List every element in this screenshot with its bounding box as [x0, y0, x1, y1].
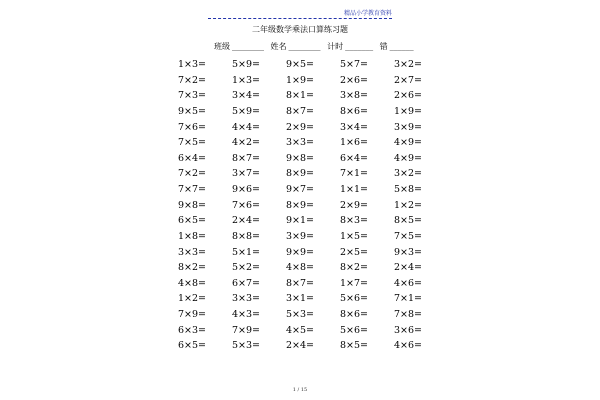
problem-cell: 7×1=	[394, 293, 423, 305]
problem-cell: 3×3=	[178, 246, 207, 258]
problem-cell: 8×7=	[286, 277, 315, 289]
problem-cell: 3×3=	[286, 137, 315, 149]
problem-cell: 2×9=	[286, 121, 315, 133]
problem-cell: 4×9=	[394, 152, 423, 164]
problem-cell: 1×5=	[340, 230, 369, 242]
problem-cell: 8×8=	[232, 230, 261, 242]
problem-cell: 4×6=	[394, 277, 423, 289]
problem-cell: 8×2=	[178, 262, 207, 274]
problem-cell: 3×7=	[232, 168, 261, 180]
class-label: 班级	[214, 42, 230, 51]
problem-cell: 6×5=	[178, 215, 207, 227]
problem-cell: 5×9=	[232, 105, 261, 117]
problem-cell: 9×5=	[286, 59, 315, 70]
problem-cell: 9×6=	[232, 184, 261, 195]
problem-cell: 4×8=	[178, 277, 207, 289]
name-blank: ________	[288, 42, 321, 51]
problem-cell: 7×9=	[232, 324, 261, 336]
problem-cell: 5×6=	[340, 293, 369, 305]
problem-cell: 1×6=	[340, 137, 369, 149]
problem-cell: 5×9=	[232, 59, 261, 70]
class-blank: ________	[232, 42, 264, 51]
problem-cell: 3×2=	[394, 168, 423, 180]
problem-cell: 2×6=	[394, 90, 423, 102]
problem-cell: 6×3=	[178, 324, 207, 336]
problem-cell: 1×8=	[178, 230, 207, 242]
problem-cell: 8×6=	[340, 105, 369, 117]
problem-cell: 2×4=	[286, 340, 315, 352]
problem-cell: 3×1=	[286, 293, 315, 305]
problem-cell: 4×2=	[232, 137, 261, 149]
problem-cell: 7×5=	[178, 137, 207, 149]
problem-cell: 3×4=	[340, 121, 369, 133]
problem-cell: 1×9=	[286, 74, 315, 86]
problem-cell: 6×7=	[232, 277, 261, 289]
problem-cell: 7×1=	[340, 168, 369, 180]
problem-cell: 7×5=	[394, 230, 423, 242]
problem-cell: 8×7=	[232, 152, 261, 164]
problem-cell: 4×6=	[394, 340, 423, 352]
student-info-line	[214, 41, 418, 53]
problem-cell: 1×3=	[178, 59, 207, 70]
problem-cell: 1×7=	[340, 277, 369, 289]
problem-cell: 1×9=	[394, 105, 423, 117]
problem-cell: 3×3=	[232, 293, 261, 305]
problem-cell: 6×4=	[178, 152, 207, 164]
problem-cell: 7×3=	[178, 90, 207, 102]
problem-cell: 4×5=	[286, 324, 315, 336]
problem-cell: 2×4=	[394, 262, 423, 274]
problem-cell: 8×5=	[340, 340, 369, 352]
problem-cell: 8×3=	[340, 215, 369, 227]
time-blank: _______	[345, 42, 374, 51]
problem-cell: 2×6=	[340, 74, 369, 86]
problem-cell: 6×4=	[340, 152, 369, 164]
problem-cell: 4×4=	[232, 121, 261, 133]
problem-cell: 1×2=	[178, 293, 207, 305]
problem-cell: 4×3=	[232, 309, 261, 320]
problem-grid	[178, 57, 438, 354]
problem-cell: 9×9=	[286, 246, 315, 258]
problem-cell: 3×6=	[394, 324, 423, 336]
problem-cell: 8×1=	[286, 90, 315, 102]
problem-cell: 2×5=	[340, 246, 369, 258]
problem-cell: 9×3=	[394, 246, 423, 258]
problem-cell: 3×8=	[340, 90, 369, 102]
problem-cell: 5×3=	[232, 340, 261, 352]
problem-cell: 9×8=	[178, 199, 207, 211]
problem-cell: 8×2=	[340, 262, 369, 274]
time-label: 计时	[327, 42, 344, 51]
problem-cell: 4×9=	[394, 137, 423, 149]
problem-cell: 7×8=	[394, 309, 423, 320]
problem-cell: 7×2=	[178, 168, 207, 180]
problem-cell: 7×9=	[178, 309, 207, 320]
problem-cell: 5×2=	[232, 262, 261, 274]
problem-cell: 3×9=	[286, 230, 315, 242]
problem-cell: 5×3=	[286, 309, 315, 320]
page-number: 1 / 15	[292, 387, 308, 393]
problem-cell: 3×2=	[394, 59, 423, 70]
worksheet-title: 二年级数学乘法口算练习题	[252, 25, 348, 34]
problem-cell: 9×7=	[286, 184, 315, 195]
problem-cell: 2×9=	[340, 199, 369, 211]
problem-cell: 3×9=	[394, 121, 423, 133]
errors-blank: ______	[389, 42, 414, 51]
problem-cell: 7×6=	[178, 121, 207, 133]
problem-cell: 9×5=	[178, 105, 207, 117]
problem-cell: 7×2=	[178, 74, 207, 86]
problem-cell: 8×5=	[394, 215, 423, 227]
name-label: 姓名	[270, 42, 287, 51]
problem-cell: 1×3=	[232, 74, 261, 86]
header-dashed-rule	[208, 18, 392, 19]
problem-cell: 8×9=	[286, 199, 315, 211]
problem-cell: 5×7=	[340, 59, 369, 70]
problem-cell: 3×4=	[232, 90, 261, 102]
problem-cell: 1×2=	[394, 199, 423, 211]
problem-cell: 8×6=	[340, 309, 369, 320]
problem-cell: 1×1=	[340, 184, 369, 195]
problem-cell: 2×4=	[232, 215, 261, 227]
problem-cell: 8×7=	[286, 105, 315, 117]
problem-cell: 4×8=	[286, 262, 315, 274]
errors-label: 错	[379, 42, 388, 51]
problem-cell: 7×7=	[178, 184, 207, 195]
problem-cell: 9×8=	[286, 152, 315, 164]
problem-cell: 9×1=	[286, 215, 315, 227]
problem-cell: 5×6=	[340, 324, 369, 336]
problem-cell: 5×8=	[394, 184, 423, 195]
problem-cell: 8×9=	[286, 168, 315, 180]
problem-cell: 2×7=	[394, 74, 423, 86]
header-brand-text: 精品小学教育资料	[344, 10, 393, 17]
problem-cell: 6×5=	[178, 340, 207, 352]
problem-cell: 5×1=	[232, 246, 261, 258]
problem-cell: 7×6=	[232, 199, 261, 211]
